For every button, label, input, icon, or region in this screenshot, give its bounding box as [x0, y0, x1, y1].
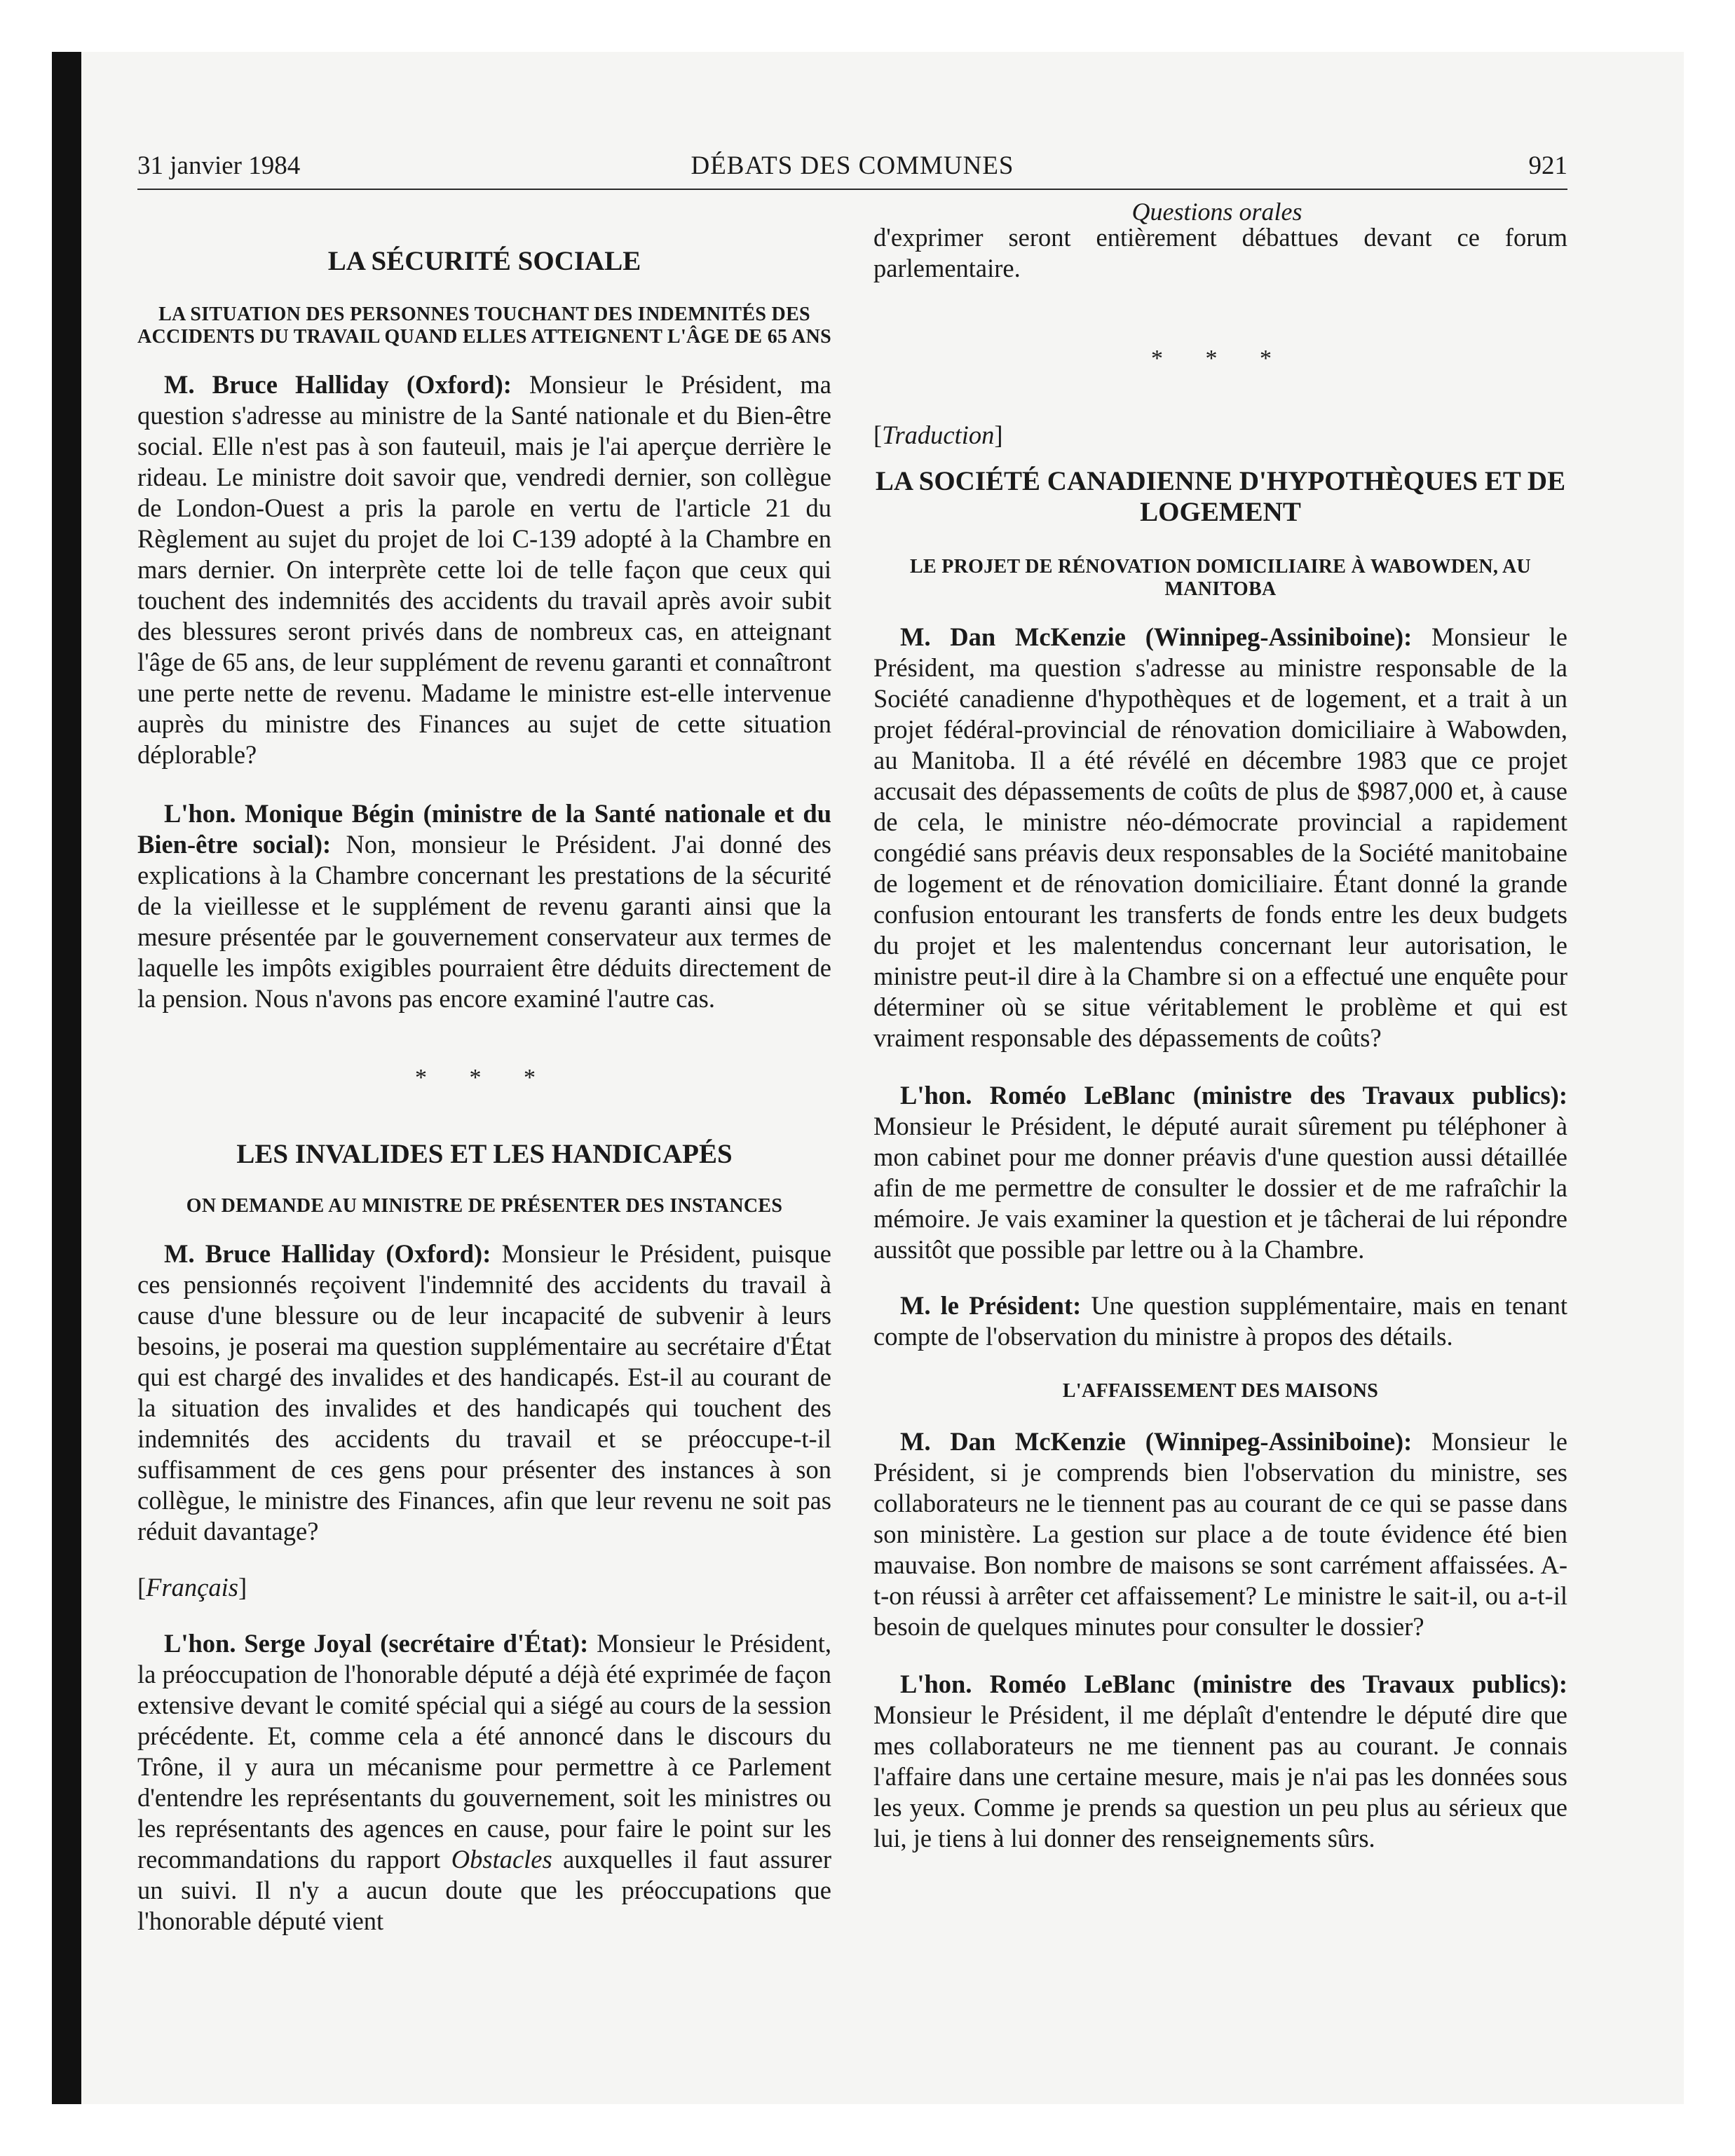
speech-text: Monsieur le Président, ma question s'adresse au ministre de la Santé nationale et du Bien-être social. Elle n'est pas à son fauteuil, mais je l'ai aperçue derrière le rideau. Le ministre doit savoir que, vendredi dernier, son collègue de London-Ouest a pris la parole en vertu de l'article 21 du Règlement au sujet du projet de loi C-139 adopté à la Chambre en mars dernier. On interprète cette loi de telle façon que ceux qui touchent des indemnités des accidents du travail après avoir subit des blessures seront privés dans de nombreux cas, en atteignant l'âge de 65 ans, de leur supplément de revenu garanti et connaîtront une perte nette de revenu. Madame le ministre est-elle intervenue auprès du ministre des Finances au sujet de cette situation déplorable? [137, 370, 831, 769]
section-separator-stars: * * * [415, 1065, 554, 1091]
paragraph-halliday-1 [137, 369, 831, 770]
paragraph-leblanc-1 [873, 1080, 1567, 1265]
paragraph-joyal [137, 1628, 831, 1937]
speech-text: Monsieur le Président, puisque ces pensionnés reçoivent l'indemnité des accidents du travail à cause d'une blessure ou de leur incapacité de subvenir à leurs besoins, je poserai ma question supplémentaire au secrétaire d'État qui est chargé des invalides et des handicapés. Est-il au courant de la situation des invalides et des handicapés qui touchent des indemnités des accidents du travail et se préoccupe-t-il suffisamment de ces gens pour présenter des instances à son collègue, le ministre des Finances, afin que leur revenu ne soit pas réduit davantage? [137, 1239, 831, 1546]
document-page [137, 144, 1567, 2064]
paragraph-president [873, 1290, 1567, 1352]
language-note-traduction: [Traduction] [873, 421, 1003, 449]
paragraph-leblanc-2 [873, 1669, 1567, 1854]
heading-schl: LA SOCIÉTÉ CANADIENNE D'HYPOTHÈQUES ET DE LOGEMENT [875, 466, 1566, 527]
right-column [873, 222, 1567, 1854]
paragraph-mckenzie-1 [873, 622, 1567, 1053]
section-label: Questions orales [1131, 198, 1302, 226]
header-date: 31 janvier 1984 [137, 151, 301, 180]
paragraph-joyal-continued: d'exprimer seront entièrement débattues devant ce forum parlementaire. [873, 223, 1567, 282]
subheading-instances: ON DEMANDE AU MINISTRE DE PRÉSENTER DES INSTANCES [186, 1195, 783, 1217]
speech-text: Monsieur le Président, ma question s'adresse au ministre responsable de la Société canadienne d'hypothèques et de logement, et a trait à un projet fédéral-provincial de rénovation domiciliaire à Wabowden, au Manitoba. Il a été révélé en décembre 1983 que ce projet accusait des dépassements de coûts de plus de $987,000 et, à cause de cela, le ministre néo-démocrate provincial a rapidement congédié sans préavis deux responsables de la Société manitobaine de logement et de rénovation domiciliaire. Étant donné la grande confusion entourant les transferts de fonds entre les deux budgets du projet et les malentendus concernant leur autorisation, le ministre peut-il dire à la Chambre si on a effectué une enquête pour déterminer où se situe véritablement le problème et qui est vraiment responsable des dépassements de coûts? [873, 622, 1567, 1052]
language-note-francais: [Français] [137, 1573, 247, 1602]
speaker-name: M. Dan McKenzie (Winnipeg-Assiniboine): [900, 622, 1413, 651]
speaker-name: M. le Président: [900, 1291, 1082, 1320]
speech-text: Une question supplémentaire, mais en tenant compte de l'observation du ministre à propos des détails. [873, 1291, 1567, 1351]
subheading-affaissement: L'AFFAISSEMENT DES MAISONS [1062, 1380, 1379, 1402]
paragraph-begin [137, 798, 831, 1014]
speaker-name: M. Bruce Halliday (Oxford): [164, 370, 512, 399]
scan-edge-bar [52, 52, 81, 2104]
header-journal-title: DÉBATS DES COMMUNES [690, 151, 1014, 180]
paragraph-halliday-2 [137, 1239, 831, 1547]
report-title-italic: Obstacles [451, 1845, 552, 1874]
speech-text: Monsieur le Président, il me déplaît d'entendre le député dire que mes collaborateurs ne me tiennent pas au courant. Je connais l'affaire dans une certaine mesure, mais je n'ai pas les données sous les yeux. Comme je prends sa question un peu plus au sérieux que lui, je tiens à lui donner des renseignements sûrs. [873, 1700, 1567, 1853]
section-separator-stars: * * * [1151, 346, 1290, 371]
speaker-name: M. Bruce Halliday (Oxford): [164, 1239, 491, 1268]
running-header [137, 144, 1567, 189]
speech-text: auxquelles il faut assurer un suivi. Il n'y a aucun doute que les préoccupations que l'honorable député vient [137, 1845, 831, 1935]
subheading-wabowden: LE PROJET DE RÉNOVATION DOMICILIAIRE À WABOWDEN, AU MANITOBA [909, 556, 1532, 600]
speech-text: Monsieur le Président, si je comprends bien l'observation du ministre, ses collaborateurs ne le tiennent pas au courant de ce qui se passe dans son ministère. La gestion sur place a de toute évidence été bien mauvaise. Bon nombre de maisons se sont carrément affaissées. A-t-on réussi à arrêter cet affaissement? Le ministre le sait-il, ou a-t-il besoin de quelques minutes pour consulter le dossier? [873, 1427, 1567, 1641]
speaker-name: L'hon. Roméo LeBlanc (ministre des Travaux publics): [900, 1081, 1567, 1110]
left-column [137, 222, 831, 1937]
speaker-name: L'hon. Serge Joyal (secrétaire d'État): [164, 1629, 589, 1658]
speaker-name: L'hon. Monique Bégin (ministre de la Santé nationale et du Bien-être social): [137, 799, 831, 859]
speaker-name: M. Dan McKenzie (Winnipeg-Assiniboine): [900, 1427, 1413, 1456]
speech-text: Non, monsieur le Président. J'ai donné des explications à la Chambre concernant les prestations de la sécurité de la vieillesse et le supplément de revenu garanti ainsi que la mesure présentée par le gouvernement conservateur aux termes de laquelle les impôts exigibles pourraient être déduits directement de la pension. Nous n'avons pas encore examiné l'autre cas. [137, 830, 831, 1013]
speech-text: Monsieur le Président, le député aurait sûrement pu téléphoner à mon cabinet pour me donner préavis d'une question aussi détaillée afin de me permettre de consulter le dossier et de me rafraîchir la mémoire. Je vais examiner la question et je tâcherai de lui répondre aussitôt que possible par lettre ou à la Chambre. [873, 1112, 1567, 1264]
header-page-number: 921 [1528, 151, 1567, 180]
subheading-indemnites: LA SITUATION DES PERSONNES TOUCHANT DES INDEMNITÉS DES ACCIDENTS DU TRAVAIL QUAND ELLES ATTEIGNENT L'ÂGE DE 65 ANS [137, 303, 831, 348]
heading-securite-sociale: LA SÉCURITÉ SOCIALE [327, 246, 641, 276]
header-rule [137, 189, 1567, 190]
heading-invalides: LES INVALIDES ET LES HANDICAPÉS [236, 1139, 733, 1169]
paragraph-mckenzie-2 [873, 1426, 1567, 1642]
speaker-name: L'hon. Roméo LeBlanc (ministre des Travaux publics): [900, 1670, 1567, 1698]
speech-text: Monsieur le Président, la préoccupation de l'honorable député a déjà été exprimée de façon extensive devant le comité spécial qui a siégé au cours de la session précédente. Et, comme cela a été annoncé dans le discours du Trône, il y aura un mécanisme pour permettre à ce Parlement d'entendre les représentants du gouvernement, soit les ministres ou les représentants des agences en cause, pour faire le point sur les recommandations du rapport [137, 1629, 832, 1874]
